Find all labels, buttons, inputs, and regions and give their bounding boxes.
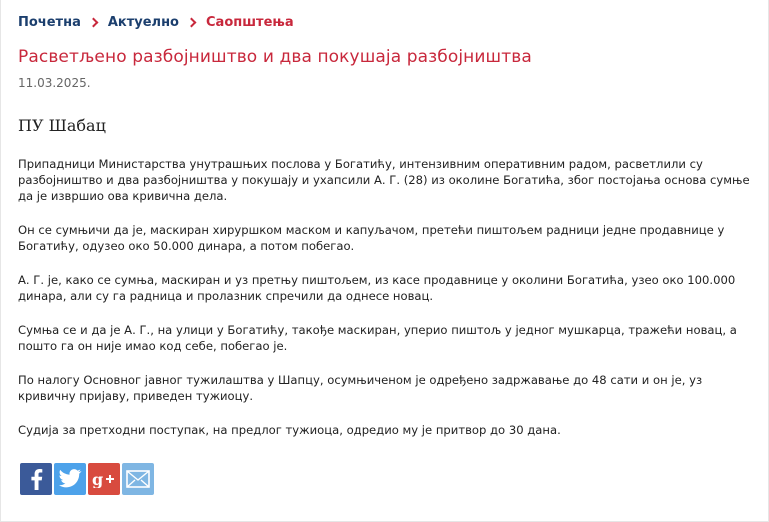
article-paragraph: Судија за претходни поступак, на предлог тужиоца, одредио му је притвор до 30 дана. <box>18 423 561 437</box>
article-paragraph: Он се сумњичи да је, маскиран хируршком маском и капуљачом, претећи пиштољем радници једне продавнице у Богатићу, одузео око 50.000 динара, а потом побегао. <box>18 223 725 253</box>
svg-text:g: g <box>92 470 104 488</box>
article-paragraph: Припадници Министарства унутрашњих послова у Богатићу, интензивним оперативним радом, расветлили су разбојништво и два разбојништва у покушају и ухапсили А. Г. (28) из околине Богатића, због постојања основа сумње да је извршио ова кривична дела. <box>18 157 750 203</box>
police-station-heading: ПУ Шабац <box>18 116 106 135</box>
share-twitter-button[interactable] <box>54 463 86 495</box>
email-icon <box>126 470 150 488</box>
article-date: 11.03.2025. <box>18 76 91 90</box>
article-body <box>18 156 758 456</box>
article-paragraph: Сумња се и да је А. Г., на улици у Богатићу, такође маскиран, уперио пиштољ у једног мушкарца, тражећи новац, а пошто га он није имао код себе, побегао је. <box>18 323 737 353</box>
share-email-button[interactable] <box>122 463 154 495</box>
breadcrumb <box>18 15 294 30</box>
breadcrumb-home-link[interactable]: Почетна <box>18 15 81 30</box>
article-title: Расветљено разбојништво и два покушаја разбојништва <box>18 47 532 67</box>
chevron-right-icon <box>187 18 197 28</box>
share-buttons <box>20 463 154 495</box>
article-paragraph: По налогу Основног јавног тужилаштва у Шапцу, осумњиченом је одређено задржавање до 48 сати и он је, уз кривичну пријаву, приведен тужиоцу. <box>18 373 703 403</box>
google-plus-icon <box>91 470 117 488</box>
chevron-right-icon <box>88 18 98 28</box>
twitter-icon <box>58 469 82 489</box>
facebook-icon <box>27 468 45 490</box>
breadcrumb-section-link[interactable]: Актуелно <box>107 15 179 30</box>
article-paragraph: А. Г. је, како се сумња, маскиран и уз претњу пиштољем, из касе продавнице у околини Богатића, узео око 100.000 динара, али су га радница и пролазник спречили да однесе новац. <box>18 273 736 303</box>
share-facebook-button[interactable] <box>20 463 52 495</box>
share-google-plus-button[interactable] <box>88 463 120 495</box>
breadcrumb-current-link[interactable]: Саопштења <box>206 15 294 30</box>
